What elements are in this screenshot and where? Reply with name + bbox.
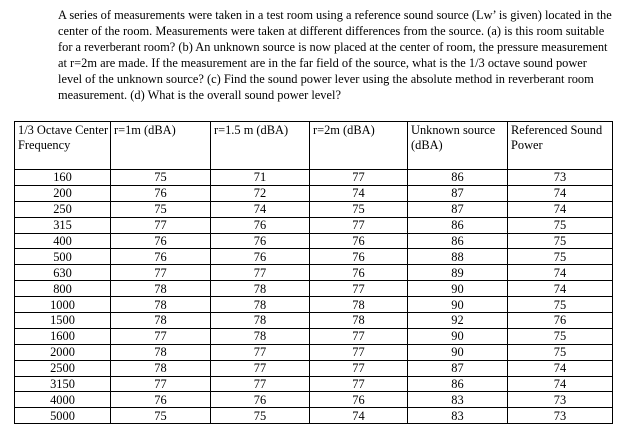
referenced-power-cell: 75 <box>508 344 613 360</box>
table-row <box>15 360 613 376</box>
referenced-power-cell: 73 <box>508 170 613 186</box>
referenced-power-cell: 75 <box>508 217 613 233</box>
r1m-cell: 76 <box>111 392 211 408</box>
table-row <box>15 392 613 408</box>
r1-5m-cell: 77 <box>211 360 310 376</box>
header-frequency: 1/3 Octave Center Frequency <box>15 122 111 170</box>
r2m-cell: 77 <box>310 344 408 360</box>
r1m-cell: 78 <box>111 297 211 313</box>
table-row <box>15 297 613 313</box>
r1-5m-cell: 76 <box>211 392 310 408</box>
r1m-cell: 78 <box>111 344 211 360</box>
frequency-cell: 5000 <box>15 408 111 424</box>
measurement-table <box>14 121 613 424</box>
referenced-power-cell: 74 <box>508 265 613 281</box>
r2m-cell: 78 <box>310 297 408 313</box>
frequency-cell: 2000 <box>15 344 111 360</box>
r2m-cell: 76 <box>310 233 408 249</box>
unknown-source-cell: 90 <box>408 344 508 360</box>
referenced-power-cell: 74 <box>508 185 613 201</box>
r2m-cell: 77 <box>310 170 408 186</box>
r1-5m-cell: 76 <box>211 233 310 249</box>
table-row <box>15 265 613 281</box>
frequency-cell: 160 <box>15 170 111 186</box>
r1-5m-cell: 75 <box>211 408 310 424</box>
r2m-cell: 76 <box>310 392 408 408</box>
table-row <box>15 185 613 201</box>
table-row <box>15 344 613 360</box>
r2m-cell: 77 <box>310 281 408 297</box>
unknown-source-cell: 87 <box>408 201 508 217</box>
unknown-source-cell: 90 <box>408 281 508 297</box>
unknown-source-cell: 88 <box>408 249 508 265</box>
r2m-cell: 74 <box>310 185 408 201</box>
r1-5m-cell: 77 <box>211 376 310 392</box>
r1m-cell: 75 <box>111 201 211 217</box>
frequency-cell: 4000 <box>15 392 111 408</box>
unknown-source-cell: 83 <box>408 392 508 408</box>
r2m-cell: 77 <box>310 217 408 233</box>
r1-5m-cell: 77 <box>211 265 310 281</box>
table-body <box>15 170 613 424</box>
table-row <box>15 217 613 233</box>
r1m-cell: 78 <box>111 313 211 329</box>
table-row <box>15 233 613 249</box>
r1-5m-cell: 72 <box>211 185 310 201</box>
referenced-power-cell: 75 <box>508 233 613 249</box>
r2m-cell: 77 <box>310 328 408 344</box>
r1-5m-cell: 77 <box>211 344 310 360</box>
table-row <box>15 408 613 424</box>
frequency-cell: 2500 <box>15 360 111 376</box>
frequency-cell: 500 <box>15 249 111 265</box>
unknown-source-cell: 90 <box>408 297 508 313</box>
unknown-source-cell: 89 <box>408 265 508 281</box>
r1m-cell: 75 <box>111 170 211 186</box>
r2m-cell: 76 <box>310 265 408 281</box>
referenced-power-cell: 76 <box>508 313 613 329</box>
unknown-source-cell: 92 <box>408 313 508 329</box>
referenced-power-cell: 75 <box>508 249 613 265</box>
r1-5m-cell: 78 <box>211 297 310 313</box>
frequency-cell: 1600 <box>15 328 111 344</box>
r1m-cell: 77 <box>111 217 211 233</box>
frequency-cell: 630 <box>15 265 111 281</box>
r1-5m-cell: 76 <box>211 217 310 233</box>
table-row <box>15 249 613 265</box>
unknown-source-cell: 87 <box>408 360 508 376</box>
table-row <box>15 201 613 217</box>
table-row <box>15 313 613 329</box>
r1m-cell: 78 <box>111 360 211 376</box>
r1-5m-cell: 76 <box>211 249 310 265</box>
frequency-cell: 1500 <box>15 313 111 329</box>
referenced-power-cell: 74 <box>508 281 613 297</box>
problem-statement: A series of measurements were taken in a test room using a reference sound source (Lw’ is given) located in the center of the room. Measurements were taken at different differences from the source. (a) is this room suitable for a reverberant room? (b) An unknown source is now placed at the center of room, the pressure measurement at r=2m are made. If the measurement are in the far field of the source, what is the 1/3 octave sound power level of the unknown source? (c) Find the sound power lever using the absolute method in reverberant room measurement. (d) What is the overall sound power level? <box>58 8 612 102</box>
r2m-cell: 77 <box>310 360 408 376</box>
r1m-cell: 76 <box>111 249 211 265</box>
unknown-source-cell: 90 <box>408 328 508 344</box>
unknown-source-cell: 86 <box>408 233 508 249</box>
table-header-row <box>15 122 613 170</box>
r2m-cell: 77 <box>310 376 408 392</box>
r1m-cell: 76 <box>111 185 211 201</box>
table-row <box>15 170 613 186</box>
unknown-source-cell: 86 <box>408 217 508 233</box>
unknown-source-cell: 83 <box>408 408 508 424</box>
referenced-power-cell: 74 <box>508 376 613 392</box>
r1m-cell: 78 <box>111 281 211 297</box>
referenced-power-cell: 74 <box>508 201 613 217</box>
referenced-power-cell: 74 <box>508 360 613 376</box>
referenced-power-cell: 75 <box>508 297 613 313</box>
table-row <box>15 376 613 392</box>
header-referenced-sound-power: Referenced Sound Power <box>508 122 613 170</box>
r1m-cell: 77 <box>111 265 211 281</box>
frequency-cell: 3150 <box>15 376 111 392</box>
header-unknown-source: Unknown source (dBA) <box>408 122 508 170</box>
table-row <box>15 281 613 297</box>
r2m-cell: 76 <box>310 249 408 265</box>
referenced-power-cell: 73 <box>508 392 613 408</box>
table-row <box>15 328 613 344</box>
frequency-cell: 315 <box>15 217 111 233</box>
unknown-source-cell: 86 <box>408 170 508 186</box>
r1m-cell: 76 <box>111 233 211 249</box>
unknown-source-cell: 87 <box>408 185 508 201</box>
r1-5m-cell: 78 <box>211 328 310 344</box>
r2m-cell: 74 <box>310 408 408 424</box>
header-r2m: r=2m (dBA) <box>310 122 408 170</box>
header-r1m: r=1m (dBA) <box>111 122 211 170</box>
unknown-source-cell: 86 <box>408 376 508 392</box>
r2m-cell: 75 <box>310 201 408 217</box>
frequency-cell: 1000 <box>15 297 111 313</box>
header-r1-5m: r=1.5 m (dBA) <box>211 122 310 170</box>
frequency-cell: 400 <box>15 233 111 249</box>
r1-5m-cell: 74 <box>211 201 310 217</box>
frequency-cell: 250 <box>15 201 111 217</box>
r1m-cell: 77 <box>111 376 211 392</box>
referenced-power-cell: 75 <box>508 328 613 344</box>
frequency-cell: 200 <box>15 185 111 201</box>
r1-5m-cell: 78 <box>211 313 310 329</box>
r2m-cell: 78 <box>310 313 408 329</box>
r1m-cell: 75 <box>111 408 211 424</box>
r1m-cell: 77 <box>111 328 211 344</box>
frequency-cell: 800 <box>15 281 111 297</box>
r1-5m-cell: 71 <box>211 170 310 186</box>
r1-5m-cell: 78 <box>211 281 310 297</box>
referenced-power-cell: 73 <box>508 408 613 424</box>
